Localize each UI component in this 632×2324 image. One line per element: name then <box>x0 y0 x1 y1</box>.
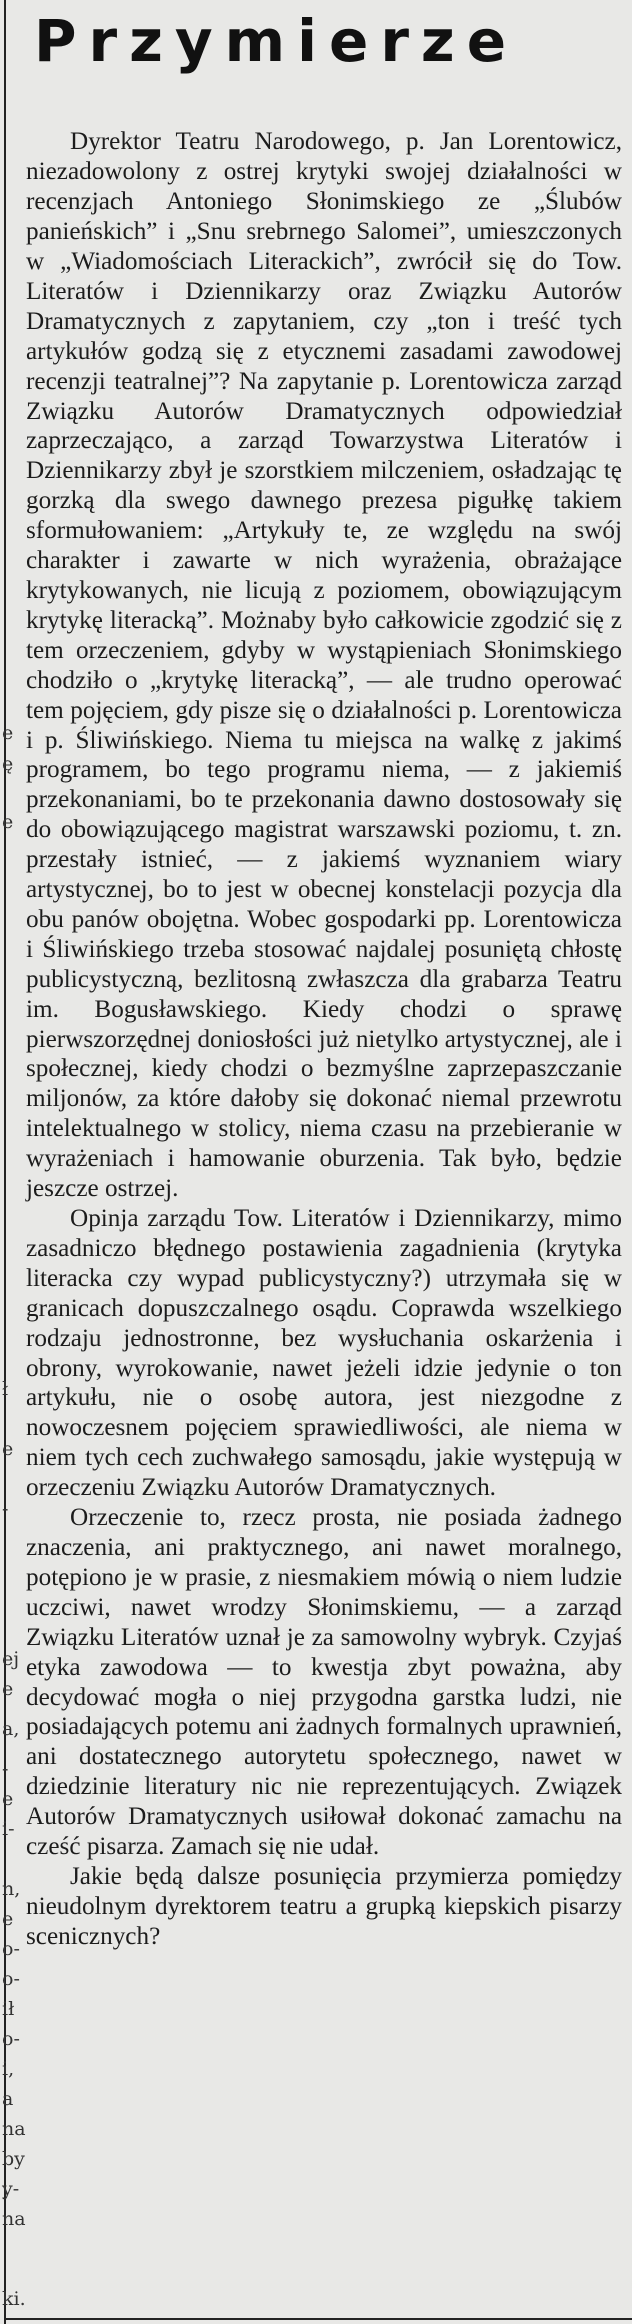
fragment: y- <box>2 2178 20 2200</box>
fragment: e <box>2 1788 14 1810</box>
fragment: i, <box>2 2058 15 2080</box>
fragment: - <box>2 1498 9 1520</box>
article-body <box>26 127 622 1951</box>
fragment: e <box>2 811 14 833</box>
fragment: - <box>2 1758 9 1780</box>
fragment: a, <box>2 1718 20 1740</box>
fragment: i- <box>2 1818 15 1840</box>
fragment: by <box>2 2148 25 2170</box>
fragment: e <box>2 1908 14 1930</box>
fragment: o- <box>2 1938 20 1960</box>
bottom-rule <box>6 2318 632 2320</box>
fragment: ł <box>2 1378 9 1400</box>
fragment: a <box>2 2088 14 2110</box>
fragment: ę <box>2 753 14 775</box>
paragraph-2: Opinja zarządu Tow. Literatów i Dziennikarzy, mimo zasadniczo błędnego postawienia zagadnienia (krytyka literacka czy wypad publicystyczny?) utrzymała się w granicach dopuszczalnego osądu. Coprawda wszelkiego rodzaju jednostronne, bez wysłuchania oskarżenia i obrony, wyrokowanie, nawet jeżeli idzie jedynie o ton artykułu, nie o osobę autora, jest niezgodne z nowoczesnem pojęciem sprawiedliwości, ale niema w niem tych cech zuchwałego samosądu, jakie występują w orzeczeniu Związku Autorów Dramatycznych. <box>26 1205 622 1502</box>
article-title: Przymierze <box>34 7 519 75</box>
fragment: ej <box>2 1648 20 1670</box>
fragment: na <box>2 2208 26 2230</box>
fragment: n, <box>2 1878 21 1900</box>
paragraph-3: Orzeczenie to, rzecz prosta, nie posiada żadnego znaczenia, ani praktycznego, ani nawet moralnego, potępiono je w prasie, z niesmakiem mówią o niem ludzie uczciwi, nawet wrodzy Słonimskiemu, — a zarząd Związku Literatów uznał je za samowolny wybryk. Czyjaś etyka zawodowa — to kwestja zbyt poważna, aby decydować mogła o niej przygodna garstka ludzi, nie posiadających potemu ani żadnych formalnych uprawnień, ani dostatecznego autorytetu społecznego, nawet w dziedzinie literatury nic nie reprezentujących. Związek Autorów Dramatycznych usiłował dokonać zamachu na cześć pisarza. Zamach się nie udał. <box>26 1504 622 1861</box>
paragraph-4: Jakie będą dalsze posunięcia przymierza pomiędzy nieudolnym dyrektorem teatru a grupką kiepskich pisarzy scenicznych? <box>26 1862 622 1950</box>
fragment: o- <box>2 1968 20 1990</box>
fragment: e <box>2 1438 14 1460</box>
fragment: ki. <box>2 2288 26 2310</box>
fragment: e <box>2 722 14 744</box>
fragment: ił <box>2 1998 15 2020</box>
adjacent-column-fragments <box>0 0 26 2324</box>
paragraph-1: Dyrektor Teatru Narodowego, p. Jan Lorentowicz, niezadowolony z ostrej krytyki swojej działalności w recenzjach Antoniego Słonimskiego ze „Ślubów panieńskich” i „Snu srebrnego Salomei”, umieszczonych w „Wiadomościach Literackich”, zwrócił się do Tow. Literatów i Dziennikarzy oraz Związku Autorów Dramatycznych z zapytaniem, czy „ton i treść tych artykułów godzą się z etycznemi zasadami zawodowej recenzji teatralnej”? Na zapytanie p. Lorentowicza zarząd Związku Autorów Dramatycznych odpowiedział zaprzeczająco, a zarząd Towarzystwa Literatów i Dziennikarzy zbył je szorstkiem milczeniem, osładzając tę gorzką dla swego dawnego prezesa pigułkę takiem sformułowaniem: „Artykuły te, ze względu na swój charakter i zawarte w nich wyrażenia, obrażające krytykowanych, nie licują z poziomem, obowiązującym krytykę literacką”. Możnaby było całkowicie zgodzić się z tem orzeczeniem, gdyby w wystąpieniach Słonimskiego chodziło o „krytykę literacką”, — ale trudno operować tem pojęciem, gdy pisze się o działalności p. Lorentowicza i p. Śliwińskiego. Niema tu miejsca na walkę z jakimś programem, bo tego programu niema, — z jakiemiś przekonaniami, bo te przekonania dawno dostosowały się do obowiązującego magistrat warszawski poziomu, t. zn. przestały istnieć, — z jakiemś wyznaniem wiary artystycznej, bo to jest w obecnej konstelacji pozycja dla obu panów obojętna. Wobec gospodarki pp. Lorentowicza i Śliwińskiego trzeba stosować najdalej posuniętą chłostę publicystyczną, bezlitosną zwłaszcza dla grabarza Teatru im. Bogusławskiego. Kiedy chodzi o sprawę pierwszorzędnej doniosłości już nietylko artystycznej, ale i społecznej, kiedy chodzi o bezmyślne zaprzepaszczanie miljonów, za które dałoby się dokonać niemal przewrotu intelektualnego w stolicy, niema czasu na przebieranie w wyrażeniach i hamowanie oburzenia. Tak było, będzie jeszcze ostrzej. <box>26 128 622 1203</box>
fragment: e <box>2 1678 14 1700</box>
fragment: na <box>2 2118 26 2140</box>
article <box>26 4 622 1952</box>
fragment: o- <box>2 2028 20 2050</box>
